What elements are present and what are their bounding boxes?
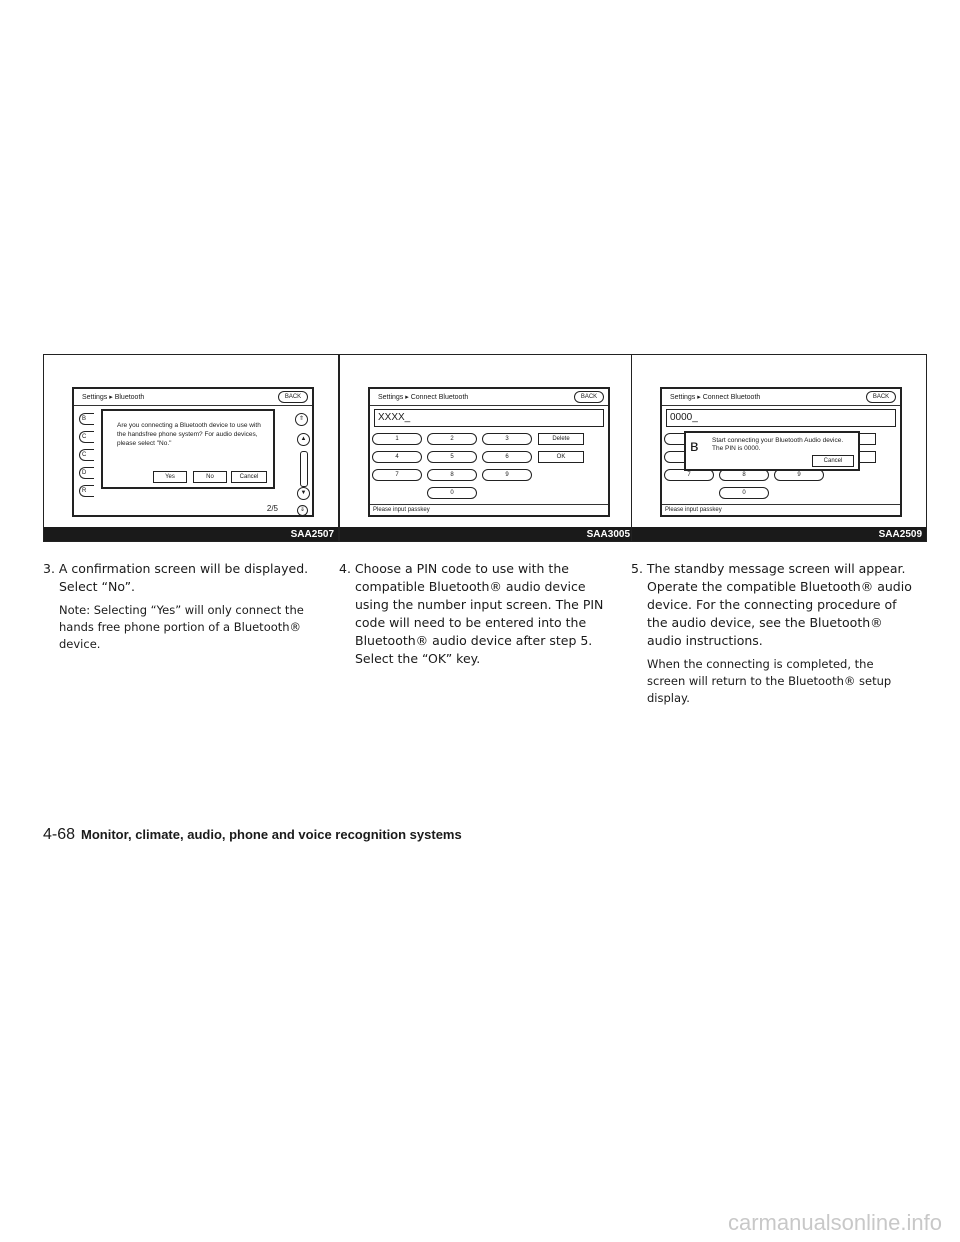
scroll-top-icon[interactable]: ⇑ xyxy=(295,413,308,426)
key-7[interactable]: 7 xyxy=(664,469,714,481)
step-4-text: 4. Choose a PIN code to use with the compatible Bluetooth® audio device using the number input screen. The PIN code will need to be entered into the Bluetooth® audio device after step 5. Select the “OK” key. xyxy=(339,561,604,666)
step-5-note: When the connecting is completed, the screen will return to the Bluetooth® setup display. xyxy=(647,657,892,705)
confirm-dialog xyxy=(101,409,275,489)
key-4[interactable]: 4 xyxy=(372,451,422,463)
side-button-partial[interactable] xyxy=(858,433,876,445)
key-8[interactable]: 8 xyxy=(427,469,477,481)
page-number: 4-68 xyxy=(43,826,76,843)
list-item-edge: R xyxy=(79,485,94,497)
key-1[interactable]: 1 xyxy=(372,433,422,445)
key-0[interactable]: 0 xyxy=(719,487,769,499)
list-item-edge: C xyxy=(79,431,94,443)
figure-saa2507 xyxy=(43,354,339,542)
column-step-4 xyxy=(339,560,621,674)
figure-caption-bar xyxy=(44,527,338,541)
passkey-field[interactable]: XXXX_ xyxy=(374,409,604,427)
scrollbar[interactable] xyxy=(300,451,308,487)
column-step-5 xyxy=(631,560,913,707)
back-button[interactable]: BACK xyxy=(574,391,604,403)
key-8[interactable]: 8 xyxy=(719,469,769,481)
key-6[interactable]: 6 xyxy=(482,451,532,463)
key-7[interactable]: 7 xyxy=(372,469,422,481)
screen-header xyxy=(662,389,900,406)
page-indicator: 2/5 xyxy=(266,504,278,513)
page-footer xyxy=(43,826,462,844)
passkey-prompt: Please input passkey xyxy=(662,504,900,515)
section-title: Monitor, climate, audio, phone and voice recognition systems xyxy=(81,827,462,842)
back-button[interactable]: BACK xyxy=(866,391,896,403)
key-2[interactable]: 2 xyxy=(427,433,477,445)
scroll-bottom-icon[interactable]: ⇓ xyxy=(297,505,308,516)
list-item-edge: D xyxy=(79,467,94,479)
figure-code: SAA2507 xyxy=(290,529,334,540)
key-5[interactable]: 5 xyxy=(427,451,477,463)
key-3[interactable]: 3 xyxy=(482,433,532,445)
figure-saa3005 xyxy=(339,354,635,542)
cancel-button[interactable]: Cancel xyxy=(231,471,267,483)
screen-pin-input xyxy=(368,387,610,517)
key-9[interactable]: 9 xyxy=(482,469,532,481)
screen-header xyxy=(74,389,312,406)
standby-message: Start connecting your Bluetooth Audio device. The PIN is 0000. xyxy=(712,437,844,452)
cancel-button[interactable]: Cancel xyxy=(812,455,854,467)
list-item-edge: C xyxy=(79,449,94,461)
standby-dialog xyxy=(684,431,860,471)
key-0[interactable]: 0 xyxy=(427,487,477,499)
step-3-text: 3. A confirmation screen will be displayed. Select “No”. xyxy=(43,561,309,594)
scroll-down-icon[interactable]: ▼ xyxy=(297,487,310,500)
watermark: carmanualsonline.info xyxy=(727,1210,942,1235)
screen-bluetooth-confirm xyxy=(72,387,314,517)
figure-code: SAA2509 xyxy=(878,529,922,540)
back-button[interactable]: BACK xyxy=(278,391,308,403)
screen-standby xyxy=(660,387,902,517)
screen-title: Settings ▸ Bluetooth xyxy=(82,394,145,401)
figure-caption-bar xyxy=(632,527,926,541)
side-button-partial[interactable] xyxy=(858,451,876,463)
passkey-field[interactable]: 0000_ xyxy=(666,409,896,427)
bluetooth-icon: ʙ xyxy=(690,438,699,455)
column-step-3 xyxy=(43,560,325,653)
step-3-note: Note: Selecting “Yes” will only connect the hands free phone portion of a Bluetooth® device. xyxy=(59,603,304,651)
delete-button[interactable]: Delete xyxy=(538,433,584,445)
passkey-prompt: Please input passkey xyxy=(370,504,608,515)
figure-caption-bar xyxy=(340,527,634,541)
ok-button[interactable]: OK xyxy=(538,451,584,463)
scroll-up-icon[interactable]: ▲ xyxy=(297,433,310,446)
key-9[interactable]: 9 xyxy=(774,469,824,481)
dialog-message: Are you connecting a Bluetooth device to use with the handsfree phone system? For audio devices, please select "No." xyxy=(117,422,261,447)
figure-code: SAA3005 xyxy=(586,529,630,540)
figure-saa2509 xyxy=(631,354,927,542)
screen-title: Settings ▸ Connect Bluetooth xyxy=(378,394,469,401)
step-5-text: 5. The standby message screen will appear. Operate the compatible Bluetooth® audio device. For the connecting procedure of the audio device, see the Bluetooth® audio instructions. xyxy=(631,561,912,648)
no-button[interactable]: No xyxy=(193,471,227,483)
yes-button[interactable]: Yes xyxy=(153,471,187,483)
screen-header xyxy=(370,389,608,406)
screen-title: Settings ▸ Connect Bluetooth xyxy=(670,394,761,401)
list-item-edge: B xyxy=(79,413,94,425)
